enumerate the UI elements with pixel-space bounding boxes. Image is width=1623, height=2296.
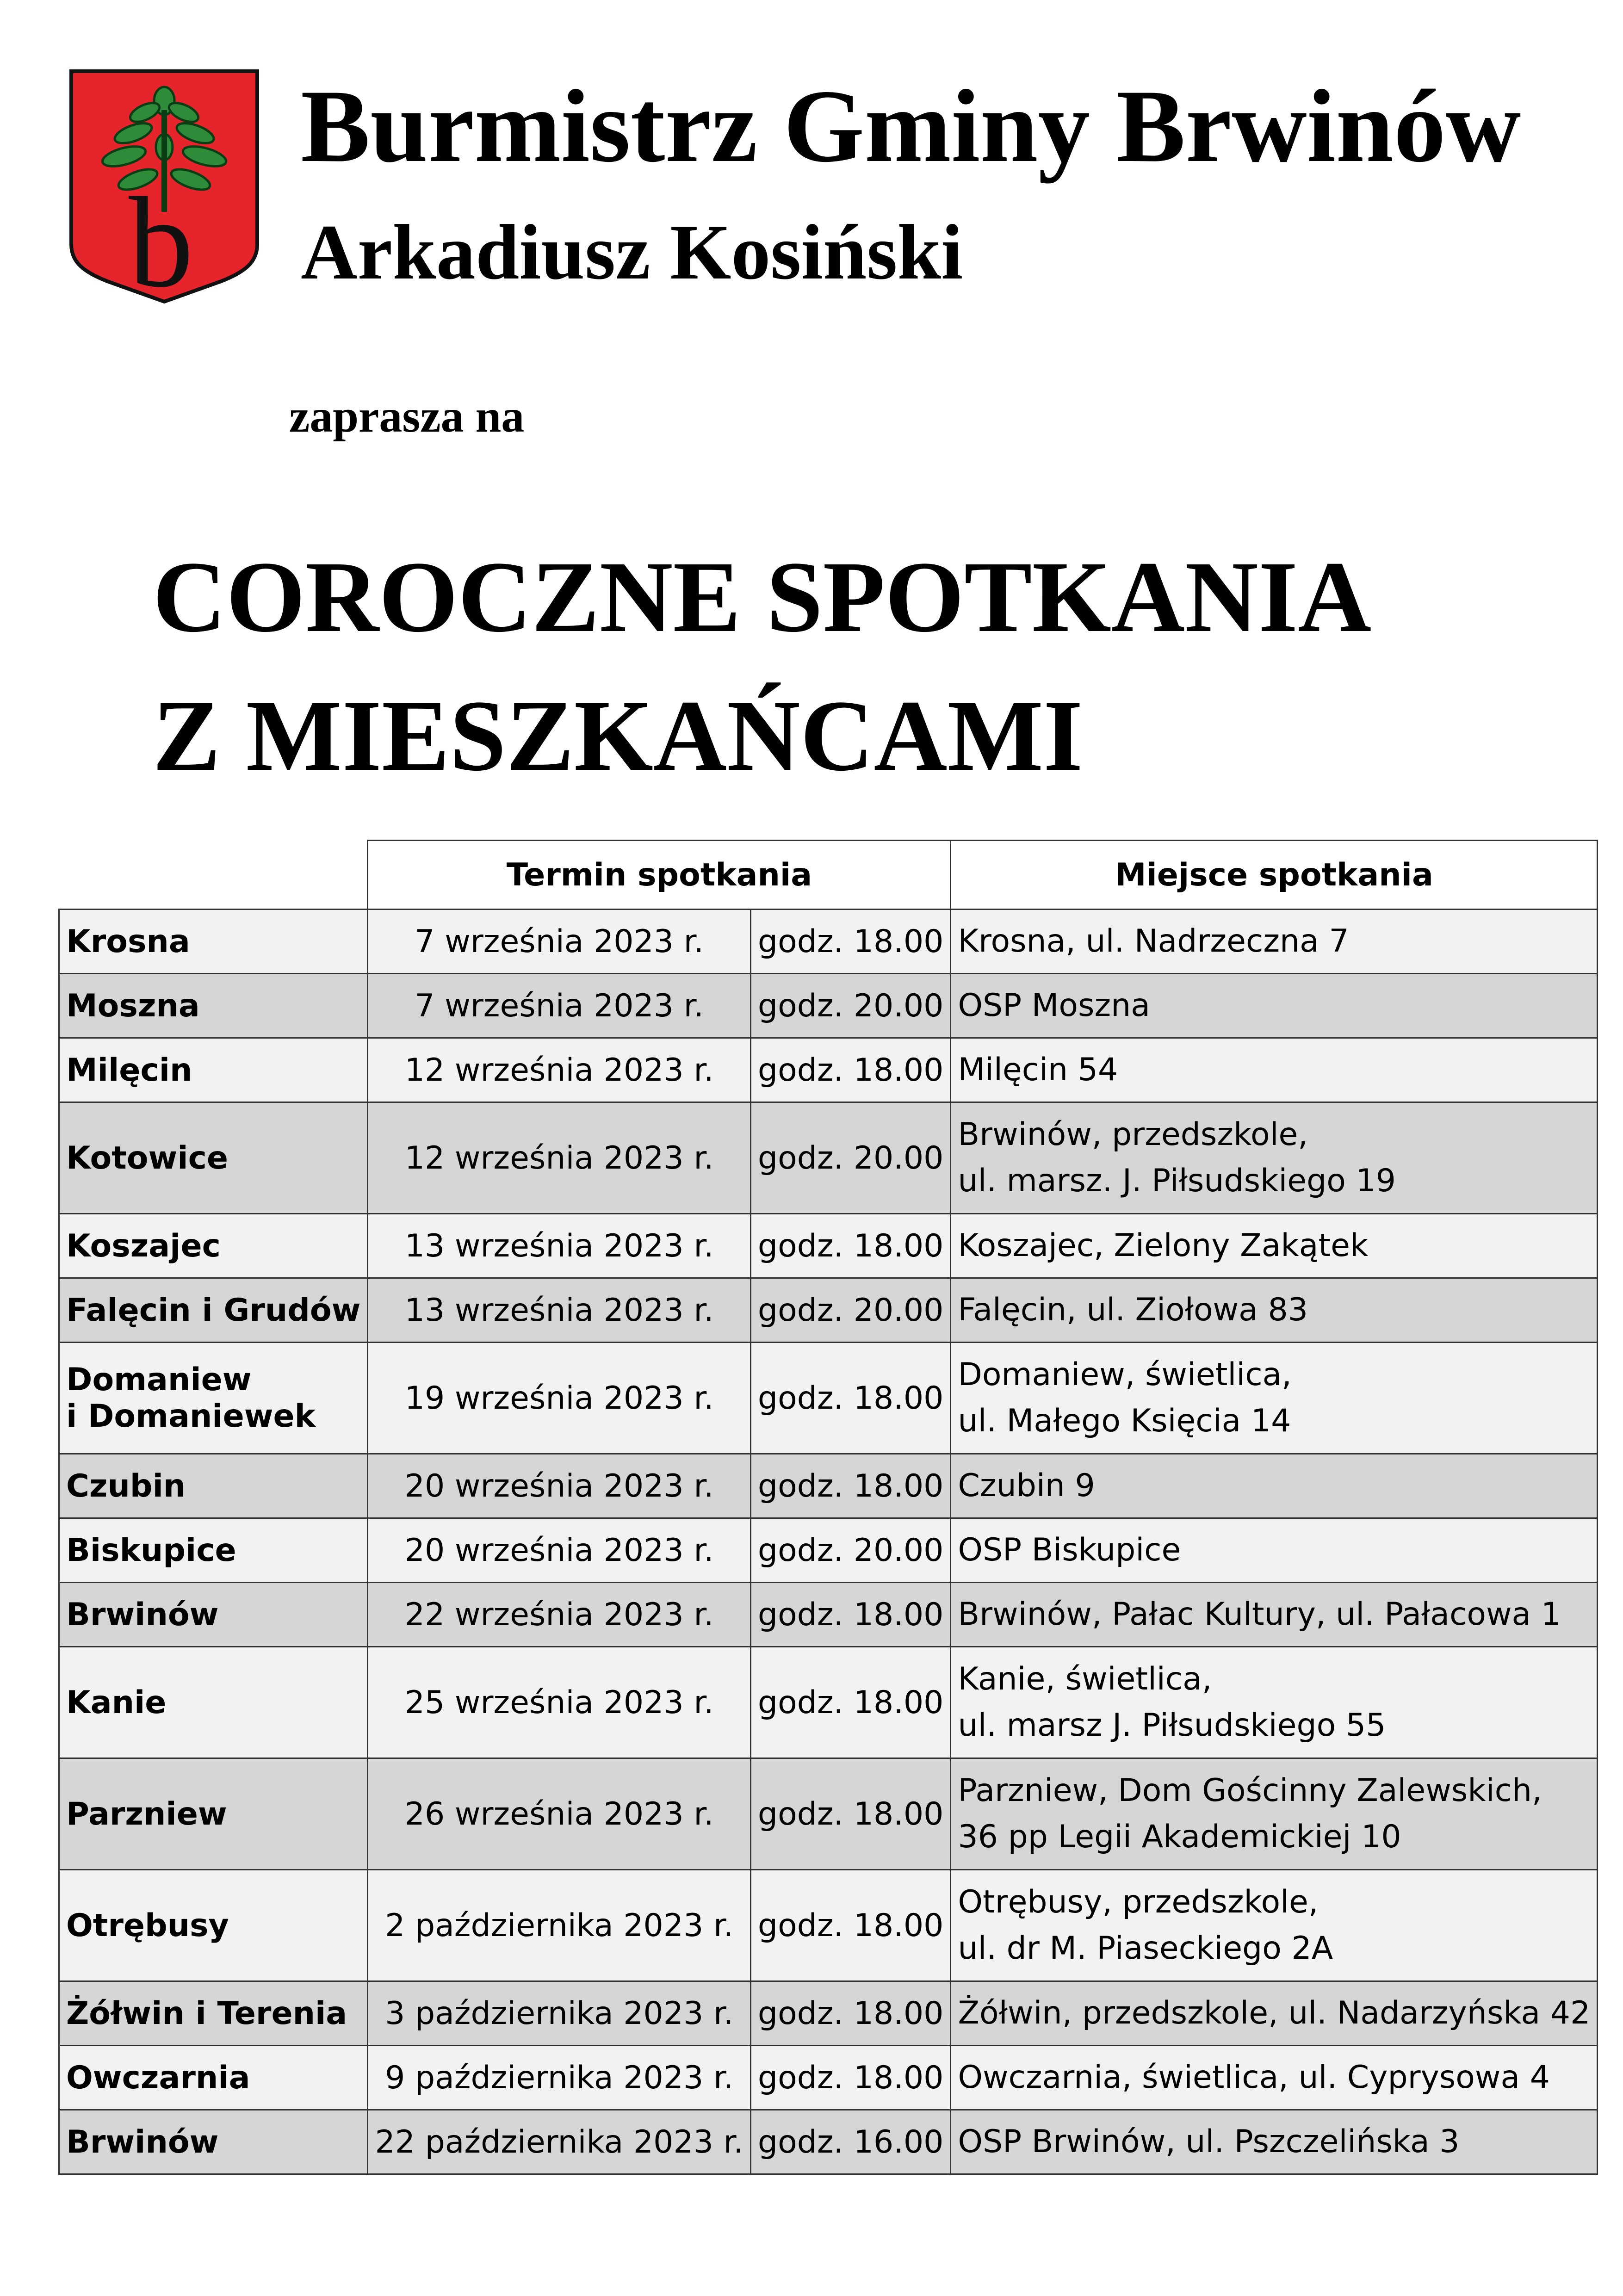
meeting-time: godz. 18.00 xyxy=(750,1870,951,1981)
brwinow-coat-of-arms-icon xyxy=(68,68,260,304)
meeting-place-line: Krosna, ul. Nadrzeczna 7 xyxy=(958,923,1349,959)
meeting-time: godz. 20.00 xyxy=(750,1518,951,1583)
meeting-time: godz. 18.00 xyxy=(750,1583,951,1647)
meeting-place-line: Koszajec, Zielony Zakątek xyxy=(958,1227,1369,1264)
table-row xyxy=(59,974,1598,1038)
meeting-place-line: ul. marsz. J. Piłsudskiego 19 xyxy=(958,1163,1396,1199)
meeting-place-line: Brwinów, przedszkole, xyxy=(958,1116,1308,1153)
meeting-date: 22 września 2023 r. xyxy=(368,1583,750,1647)
meeting-place-line: Falęcin, ul. Ziołowa 83 xyxy=(958,1292,1308,1328)
table-row xyxy=(59,1981,1598,2046)
location-name-line: Owczarnia xyxy=(66,2059,250,2096)
meeting-place xyxy=(951,1343,1598,1454)
location-name xyxy=(59,2110,368,2174)
location-name xyxy=(59,1518,368,1583)
location-name xyxy=(59,1278,368,1343)
event-heading-line1: COROCZNE SPOTKANIA xyxy=(153,540,1372,653)
meeting-place xyxy=(951,1038,1598,1102)
meeting-place-line: ul. Małego Księcia 14 xyxy=(958,1403,1291,1439)
meeting-place xyxy=(951,1278,1598,1343)
table-row xyxy=(59,2046,1598,2110)
meeting-time: godz. 18.00 xyxy=(750,1214,951,1278)
location-name xyxy=(59,1214,368,1278)
meetings-table xyxy=(58,840,1598,2175)
meeting-place xyxy=(951,1518,1598,1583)
location-name-line: Moszna xyxy=(66,987,200,1024)
table-row xyxy=(59,1038,1598,1102)
header-blank-cell xyxy=(59,841,368,910)
location-name-line: Otrębusy xyxy=(66,1907,229,1944)
meeting-time: godz. 18.00 xyxy=(750,1758,951,1870)
location-name xyxy=(59,1343,368,1454)
table-row xyxy=(59,2110,1598,2174)
meeting-time: godz. 20.00 xyxy=(750,974,951,1038)
meeting-place-line: OSP Moszna xyxy=(958,987,1150,1024)
meeting-place xyxy=(951,974,1598,1038)
location-name xyxy=(59,1981,368,2046)
meeting-place xyxy=(951,1583,1598,1647)
header-term: Termin spotkania xyxy=(368,841,951,910)
location-name-line: Falęcin i Grudów xyxy=(66,1292,361,1329)
meeting-place xyxy=(951,2110,1598,2174)
location-name-line: Brwinów xyxy=(66,2123,219,2160)
meeting-time: godz. 16.00 xyxy=(750,2110,951,2174)
location-name xyxy=(59,1102,368,1214)
table-row xyxy=(59,1583,1598,1647)
location-name-line: i Domaniewek xyxy=(66,1398,316,1435)
page-title: Burmistrz Gminy Brwinów xyxy=(301,68,1521,184)
meeting-place-line: Milęcin 54 xyxy=(958,1052,1118,1088)
meeting-date: 20 września 2023 r. xyxy=(368,1518,750,1583)
meeting-date: 9 października 2023 r. xyxy=(368,2046,750,2110)
location-name xyxy=(59,974,368,1038)
location-name xyxy=(59,1647,368,1758)
meeting-date: 7 września 2023 r. xyxy=(368,974,750,1038)
meeting-time: godz. 18.00 xyxy=(750,1343,951,1454)
location-name-line: Czubin xyxy=(66,1467,186,1504)
meeting-place xyxy=(951,1981,1598,2046)
location-name-line: Biskupice xyxy=(66,1532,236,1569)
meeting-place-line: OSP Biskupice xyxy=(958,1532,1181,1568)
meeting-time: godz. 18.00 xyxy=(750,910,951,974)
location-name-line: Parzniew xyxy=(66,1795,227,1832)
table-body xyxy=(59,910,1598,2174)
meeting-date: 25 września 2023 r. xyxy=(368,1647,750,1758)
page-subtitle: Arkadiusz Kosiński xyxy=(301,209,963,296)
meeting-place-line: Czubin 9 xyxy=(958,1467,1095,1504)
location-name xyxy=(59,910,368,974)
table-header-row xyxy=(59,841,1598,910)
location-name-line: Krosna xyxy=(66,923,190,960)
location-name-line: Koszajec xyxy=(66,1227,221,1264)
location-name-line: Żółwin i Terenia xyxy=(66,1995,347,2032)
meeting-date: 12 września 2023 r. xyxy=(368,1038,750,1102)
meeting-place-line: ul. dr M. Piaseckiego 2A xyxy=(958,1930,1333,1967)
meeting-date: 3 października 2023 r. xyxy=(368,1981,750,2046)
meeting-place xyxy=(951,1214,1598,1278)
header-place: Miejsce spotkania xyxy=(951,841,1598,910)
meeting-place-line: 36 pp Legii Akademickiej 10 xyxy=(958,1819,1401,1855)
table-row xyxy=(59,1647,1598,1758)
event-heading-line2: Z MIESZKAŃCAMI xyxy=(153,679,1083,792)
meeting-place xyxy=(951,1454,1598,1518)
location-name xyxy=(59,1758,368,1870)
meeting-time: godz. 18.00 xyxy=(750,2046,951,2110)
meeting-time: godz. 18.00 xyxy=(750,1454,951,1518)
location-name xyxy=(59,1454,368,1518)
meeting-place-line: Brwinów, Pałac Kultury, ul. Pałacowa 1 xyxy=(958,1596,1561,1633)
meeting-place-line: Owczarnia, świetlica, ul. Cyprysowa 4 xyxy=(958,2059,1550,2096)
meeting-place-line: OSP Brwinów, ul. Pszczelińska 3 xyxy=(958,2123,1460,2160)
meeting-place-line: Domaniew, świetlica, xyxy=(958,1356,1292,1393)
meeting-date: 13 września 2023 r. xyxy=(368,1278,750,1343)
meeting-date: 26 września 2023 r. xyxy=(368,1758,750,1870)
meeting-date: 7 września 2023 r. xyxy=(368,910,750,974)
location-name xyxy=(59,1583,368,1647)
crest-letter: b xyxy=(129,170,193,304)
meeting-time: godz. 18.00 xyxy=(750,1038,951,1102)
meeting-place-line: ul. marsz J. Piłsudskiego 55 xyxy=(958,1707,1386,1744)
meeting-date: 22 października 2023 r. xyxy=(368,2110,750,2174)
meeting-place-line: Żółwin, przedszkole, ul. Nadarzyńska 42 xyxy=(958,1995,1591,2031)
location-name xyxy=(59,1870,368,1981)
meeting-place xyxy=(951,910,1598,974)
meeting-place xyxy=(951,1102,1598,1214)
table-row xyxy=(59,1214,1598,1278)
meeting-time: godz. 18.00 xyxy=(750,1647,951,1758)
meeting-place xyxy=(951,1647,1598,1758)
meeting-place xyxy=(951,1870,1598,1981)
table-row xyxy=(59,1758,1598,1870)
meeting-place-line: Parzniew, Dom Gościnny Zalewskich, xyxy=(958,1772,1542,1809)
table-row xyxy=(59,1870,1598,1981)
invite-text: zaprasza na xyxy=(289,390,525,442)
meeting-place xyxy=(951,1758,1598,1870)
location-name-line: Milęcin xyxy=(66,1052,192,1089)
meeting-date: 2 października 2023 r. xyxy=(368,1870,750,1981)
meeting-time: godz. 20.00 xyxy=(750,1102,951,1214)
location-name-line: Domaniew xyxy=(66,1362,252,1398)
location-name-line: Kotowice xyxy=(66,1139,228,1176)
location-name xyxy=(59,1038,368,1102)
table-row xyxy=(59,1518,1598,1583)
table-row xyxy=(59,1454,1598,1518)
meeting-date: 12 września 2023 r. xyxy=(368,1102,750,1214)
meeting-time: godz. 20.00 xyxy=(750,1278,951,1343)
meeting-date: 13 września 2023 r. xyxy=(368,1214,750,1278)
table-row xyxy=(59,1343,1598,1454)
meeting-place xyxy=(951,2046,1598,2110)
location-name-line: Brwinów xyxy=(66,1596,219,1633)
meeting-time: godz. 18.00 xyxy=(750,1981,951,2046)
location-name-line: Kanie xyxy=(66,1684,167,1721)
table-row xyxy=(59,1278,1598,1343)
table-row xyxy=(59,1102,1598,1214)
location-name xyxy=(59,2046,368,2110)
meeting-date: 20 września 2023 r. xyxy=(368,1454,750,1518)
meeting-place-line: Kanie, świetlica, xyxy=(958,1661,1212,1697)
meeting-place-line: Otrębusy, przedszkole, xyxy=(958,1884,1319,1920)
meeting-date: 19 września 2023 r. xyxy=(368,1343,750,1454)
table-row xyxy=(59,910,1598,974)
